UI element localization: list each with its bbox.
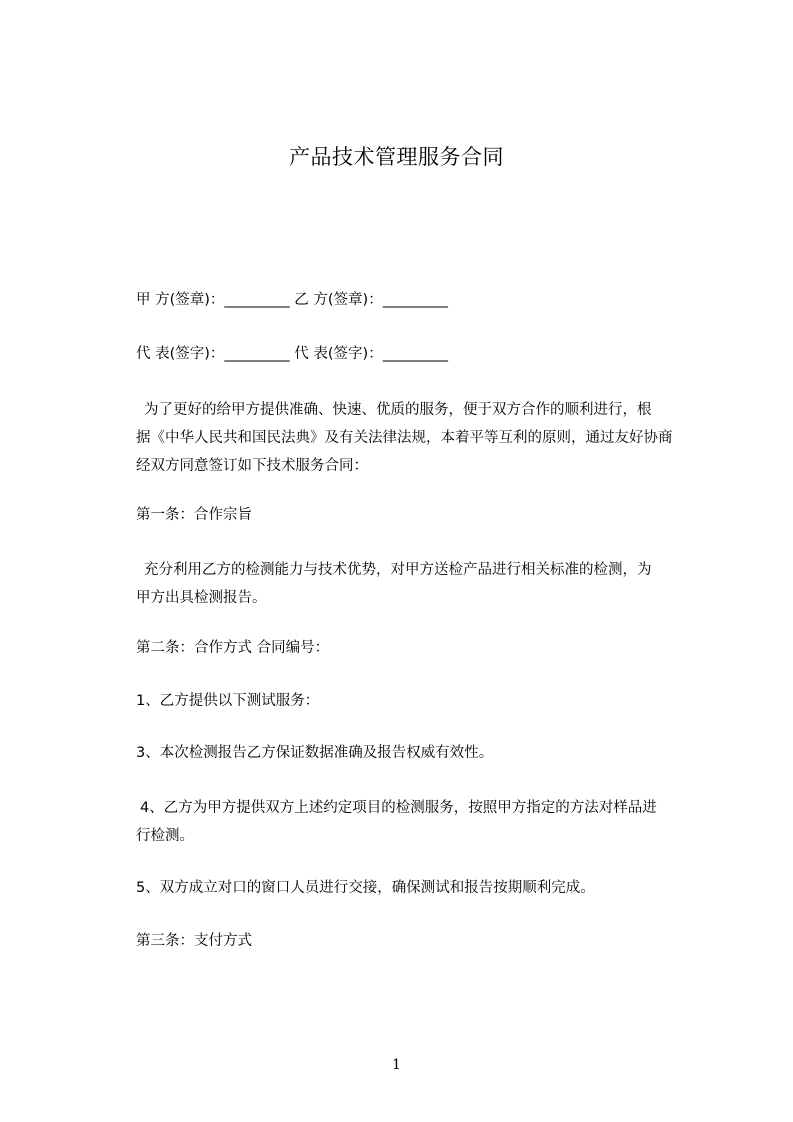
party-a-b-signature-line: 甲 方(签章)：_________ 乙 方(签章)：_________ (136, 292, 448, 308)
article-2-heading: 第二条：合作方式 合同编号： (136, 640, 330, 656)
article-2-item-1: 1、乙方提供以下测试服务： (136, 693, 320, 709)
preamble-paragraph (136, 396, 716, 480)
article-2-item-4 (136, 794, 716, 850)
article-2-item-3: 3、本次检测报告乙方保证数据准确及报告权威有效性。 (136, 745, 494, 761)
article-1-heading: 第一条：合作宗旨 (136, 507, 252, 523)
preamble-line-2: 据《中华人民共和国民法典》及有关法律法规，本着平等互利的原则，通过友好协商 (136, 430, 673, 446)
article-2-item-4-line-1: 4、乙方为甲方提供双方上述约定项目的检测服务，按照甲方指定的方法对样品进 (140, 800, 657, 816)
page-number: 1 (392, 1057, 401, 1073)
article-2-item-5: 5、双方成立对口的窗口人员进行交接，确保测试和报告按期顺利完成。 (136, 880, 595, 896)
article-1-body-line-1: 充分利用乙方的检测能力与技术优势，对甲方送检产品进行相关标准的检测，为 (144, 562, 652, 578)
article-1-body-line-2: 甲方出具检测报告。 (136, 590, 267, 606)
article-2-item-4-line-2: 行检测。 (136, 828, 194, 844)
preamble-line-1: 为了更好的给甲方提供准确、快速、优质的服务，便于双方合作的顺利进行，根 (144, 402, 652, 418)
representative-signature-line: 代 表(签字)：_________ 代 表(签字)：_________ (136, 346, 448, 362)
article-3-heading: 第三条：支付方式 (136, 933, 252, 949)
document-title: 产品技术管理服务合同 (289, 145, 504, 169)
preamble-line-3: 经双方同意签订如下技术服务合同： (136, 458, 368, 474)
article-1-body (136, 556, 716, 612)
